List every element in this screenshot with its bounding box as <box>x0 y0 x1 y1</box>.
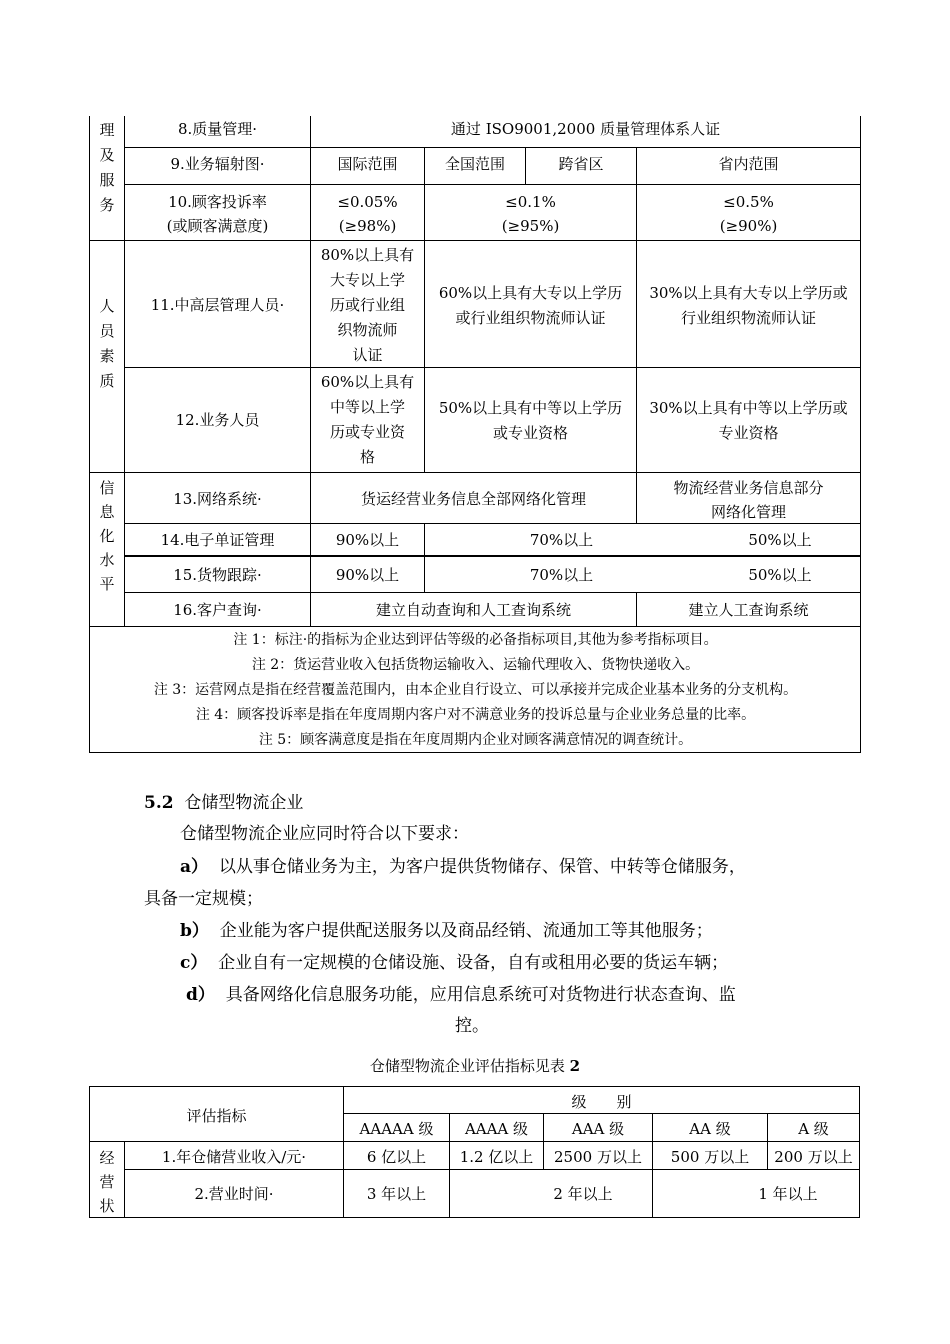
table-note-5: 注 5：顾客满意度是指在年度周期内企业对顾客满意情况的调查统计。 <box>258 732 693 748</box>
table-note-4: 注 4：顾客投诉率是指在年度周期内客户对不满意业务的投诉总量与企业业务总量的比率。 <box>195 707 756 723</box>
row16-label: 16.客户查询· <box>173 601 262 619</box>
category-info: 信 息 化 水 平 <box>99 479 115 593</box>
t2-row1-aa: 500 万以上 <box>670 1148 750 1166</box>
requirement-d-continued: 控。 <box>455 1016 489 1036</box>
row8-label: 8.质量管理· <box>177 120 258 138</box>
row9-interprovincial: 跨省区 <box>558 155 604 173</box>
table-note-2: 注 2：货运营业收入包括货物运输收入、运输代理收入、货物快递收入。 <box>251 657 700 673</box>
category-operations: 经 营 状 <box>99 1149 115 1215</box>
item-mark: d） <box>186 985 215 1005</box>
t2-row1-a: 200 万以上 <box>774 1148 853 1166</box>
row12-value-1: 60%以上具有 中等以上学 历或专业资 格 <box>320 373 415 466</box>
requirement-c <box>180 951 728 975</box>
section-intro: 仓储型物流企业应同时符合以下要求： <box>180 824 469 844</box>
t1-row-line <box>124 592 861 593</box>
row16-value-1: 建立自动查询和人工查询系统 <box>375 601 571 619</box>
level-aaa: AAA 级 <box>571 1120 625 1138</box>
row12-value-3: 30%以上具有中等以上学历或 专业资格 <box>649 399 848 442</box>
row11-value-3: 30%以上具有大专以上学历或 行业组织物流师认证 <box>649 284 848 327</box>
t2-row1-aaaaa: 6 亿以上 <box>366 1148 427 1166</box>
row15-value-1: 90%以上 <box>335 566 400 584</box>
requirement-b <box>180 919 713 943</box>
item-text: 以从事仓储业务为主，为客户提供货物储存、保管、中转等仓储服务， <box>218 857 746 877</box>
row9-label: 9.业务辐射图· <box>170 155 265 173</box>
section-number: 5.2 <box>144 793 174 813</box>
level-a: A 级 <box>798 1120 829 1138</box>
row15-label: 15.货物跟踪· <box>173 566 262 584</box>
t2-row2-value-3: 1 年以上 <box>758 1185 818 1203</box>
row12-value-2: 50%以上具有中等以上学历 或专业资格 <box>438 399 623 442</box>
item-text: 企业能为客户提供配送服务以及商品经销、流通加工等其他服务； <box>219 921 713 941</box>
t2-row2-value-1: 3 年以上 <box>366 1185 427 1203</box>
row10-value-2: ≤0.1% (≥95%) <box>501 193 560 235</box>
requirement-a <box>180 855 746 879</box>
t1-row-line <box>124 555 861 557</box>
row14-label: 14.电子单证管理 <box>160 531 275 549</box>
item-mark: c） <box>180 953 208 973</box>
t2-row1-aaa: 2500 万以上 <box>554 1148 642 1166</box>
category-staff: 人 员 素 质 <box>99 297 115 390</box>
table-caption: 仓储型物流企业评估指标见表 2 <box>369 1057 581 1075</box>
row9-provincial: 省内范围 <box>718 155 779 173</box>
section-heading <box>144 791 303 815</box>
level-aaaaa: AAAAA 级 <box>359 1120 434 1138</box>
item-text: 企业自有一定规模的仓储设施、设备，自有或租用必要的货运车辆； <box>218 953 729 973</box>
level-aaaa: AAAA 级 <box>464 1120 529 1138</box>
row15-value-3: 50%以上 <box>748 566 812 584</box>
t1-row-line <box>124 184 861 185</box>
t1-row-line <box>124 147 861 148</box>
t2-row2-value-2: 2 年以上 <box>553 1185 613 1203</box>
level-aa: AA 级 <box>689 1120 731 1138</box>
t1-row-line <box>89 240 861 241</box>
row10-value-3: ≤0.5% (≥90%) <box>719 193 778 235</box>
t1-row-line <box>89 626 861 627</box>
t2-border-top <box>89 1086 860 1087</box>
row14-value-2: 70%以上 <box>529 531 594 549</box>
row8-value: 通过 ISO9001,2000 质量管理体系人证 <box>450 120 721 138</box>
row13-value-1: 货运经营业务信息全部网络化管理 <box>360 490 586 508</box>
category-service: 理 及 服 务 <box>99 121 115 214</box>
item-text: 具备网络化信息服务功能，应用信息系统可对货物进行状态查询、监 <box>225 985 736 1005</box>
row13-label: 13.网络系统· <box>173 490 262 508</box>
t2-row-line <box>124 1169 860 1170</box>
row11-label: 11.中高层管理人员· <box>150 296 285 314</box>
requirement-a-continued: 具备一定规模； <box>144 889 263 909</box>
row13-value-2: 物流经营业务信息部分 网络化管理 <box>673 479 824 521</box>
t1-row-line <box>89 472 861 473</box>
row11-value-2: 60%以上具有大专以上学历 或行业组织物流师认证 <box>438 284 623 327</box>
t2-row2-label: 2.营业时间· <box>194 1185 274 1203</box>
item-mark: a） <box>180 857 209 877</box>
t2-row-line <box>343 1113 860 1114</box>
header-level: 级 别 <box>571 1093 632 1111</box>
row15-value-2: 70%以上 <box>529 566 594 584</box>
header-index: 评估指标 <box>186 1107 247 1125</box>
table-note-1: 注 1：标注·的指标为企业达到评估等级的必备指标项目,其他为参考指标项目。 <box>233 632 718 648</box>
requirement-d <box>186 983 736 1007</box>
row10-value-1: ≤0.05% (≥98%) <box>337 193 398 235</box>
t2-row1-label: 1.年仓储营业收入/元· <box>161 1148 307 1166</box>
t2-row-line <box>89 1141 860 1142</box>
section-title: 仓储型物流企业 <box>184 793 304 813</box>
row9-national: 全国范围 <box>444 155 505 173</box>
row11-value-1: 80%以上具有 大专以上学 历或行业组 织物流师 认证 <box>320 246 415 364</box>
row12-label: 12.业务人员 <box>175 411 260 429</box>
row10-label: 10.顾客投诉率 (或顾客满意度) <box>166 193 269 235</box>
row14-value-1: 90%以上 <box>335 531 400 549</box>
t2-border-bottom <box>89 1217 860 1218</box>
row16-value-2: 建立人工查询系统 <box>688 601 809 619</box>
table-note-3: 注 3：运营网点是指在经营覆盖范围内，由本企业自行设立、可以承接并完成企业基本业务的分支机构。 <box>153 682 798 698</box>
t2-row1-aaaa: 1.2 亿以上 <box>459 1148 534 1166</box>
item-mark: b） <box>180 921 209 941</box>
row9-international: 国际范围 <box>337 155 398 173</box>
t1-border-bottom <box>89 752 861 753</box>
row14-value-3: 50%以上 <box>748 531 812 549</box>
t1-row-line <box>124 367 861 368</box>
